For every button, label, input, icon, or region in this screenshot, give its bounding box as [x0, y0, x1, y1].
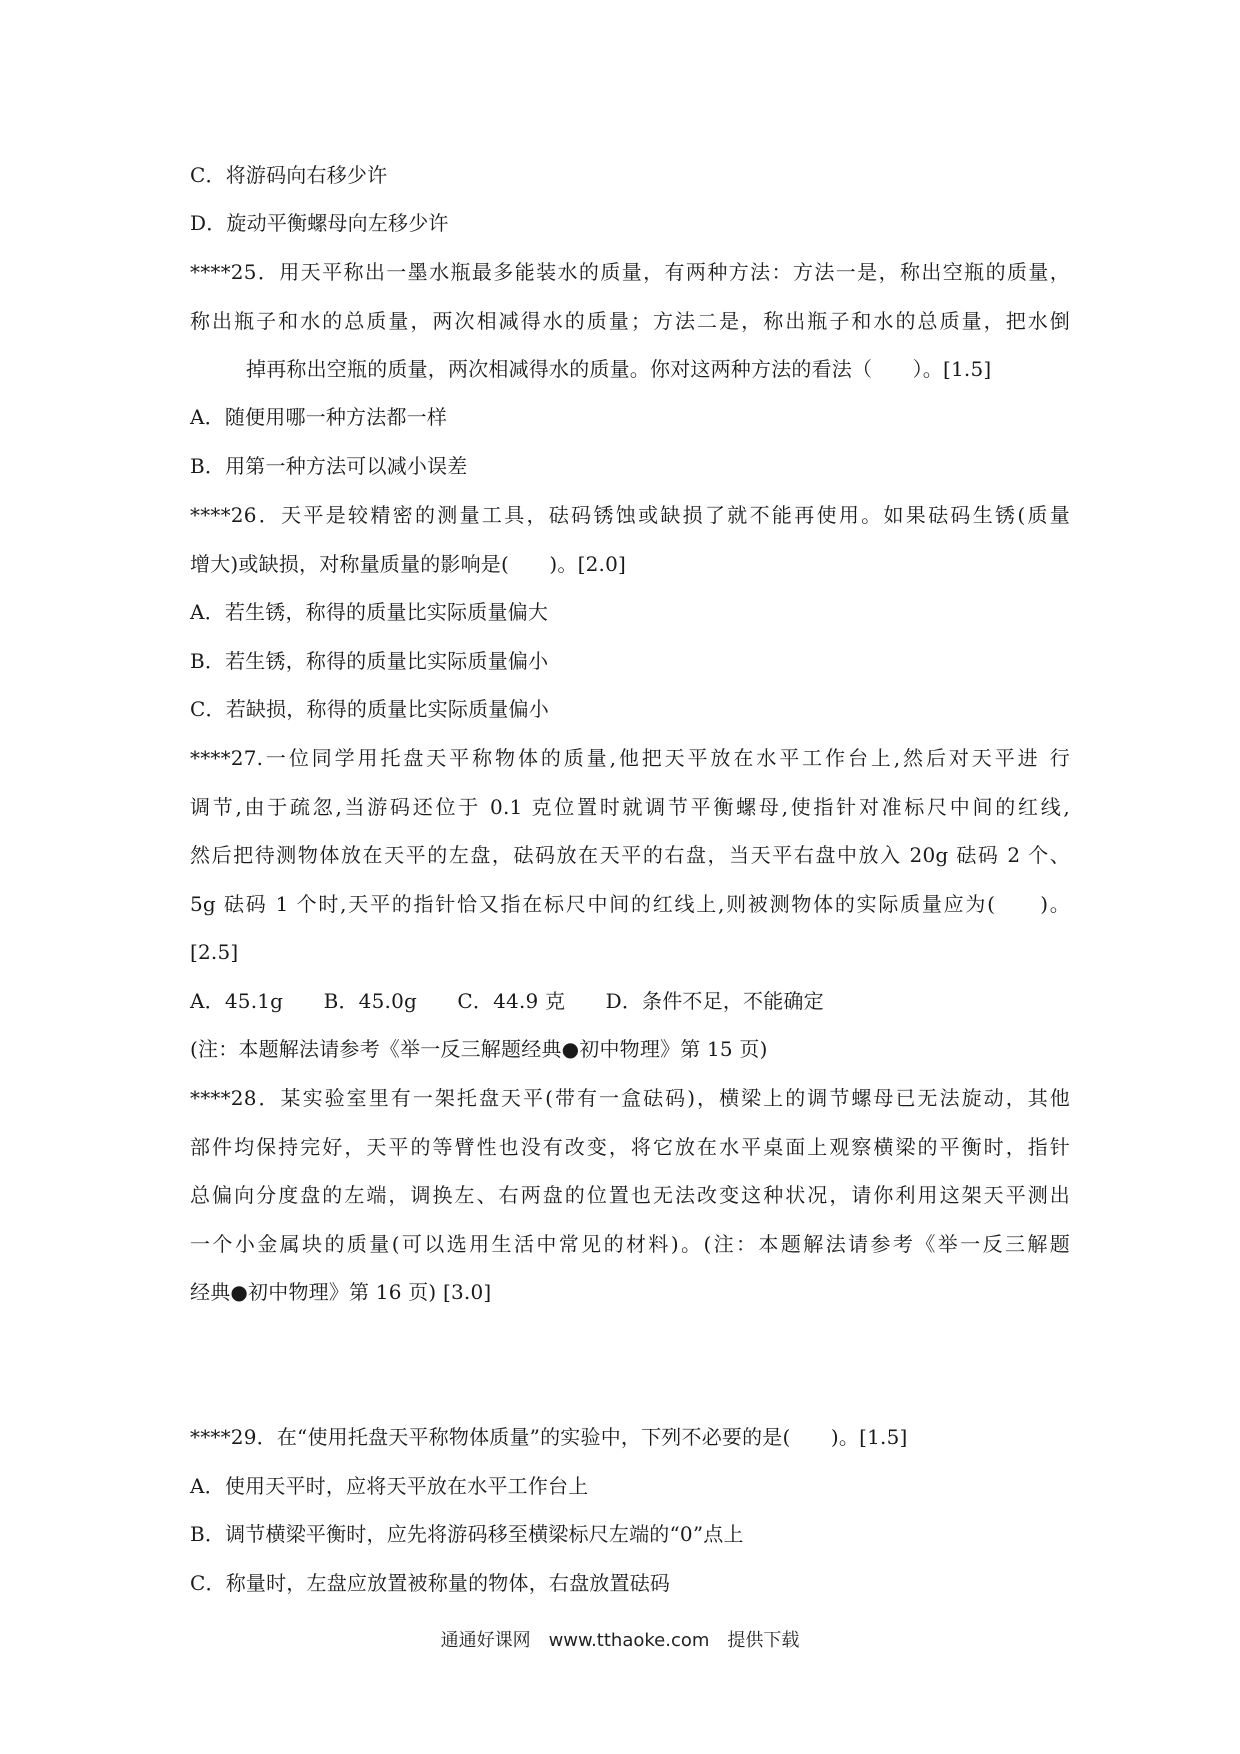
question-27-line-5: [2.5] [190, 940, 239, 964]
option-a-q25: A．随便用哪一种方法都一样 [190, 405, 448, 429]
option-a-q29: A．使用天平时，应将天平放在水平工作台上 [190, 1474, 589, 1498]
question-25-line-3: 掉再称出空瓶的质量，两次相减得水的质量。你对这两种方法的看法（ ）。[1.5] [246, 357, 992, 381]
option-c-q29: C．称量时，左盘应放置被称量的物体，右盘放置砝码 [190, 1571, 671, 1595]
question-27-line-3: 然后把待测物体放在天平的左盘，砝码放在天平的右盘，当天平右盘中放入 20g 砝码 2 个、 [190, 843, 1070, 867]
option-b-q25: B．用第一种方法可以减小误差 [190, 454, 468, 478]
question-28-line-4: 一个小金属块的质量(可以选用生活中常见的材料)。(注：本题解法请参考《举一反三解题 [190, 1232, 1070, 1256]
question-25-line-2: 称出瓶子和水的总质量，两次相减得水的质量；方法二是，称出瓶子和水的总质量，把水倒 [190, 309, 1070, 333]
question-26-line-1: ****26．天平是较精密的测量工具，砝码锈蚀或缺损了就不能再使用。如果砝码生锈(质量 [190, 503, 1070, 527]
question-28-line-5: 经典●初中物理》第 16 页) [3.0] [190, 1280, 492, 1304]
option-d-q24: D．旋动平衡螺母向左移少许 [190, 211, 449, 235]
option-c-q24: C．将游码向右移少许 [190, 163, 388, 187]
option-b-q29: B．调节横梁平衡时，应先将游码移至横梁标尺左端的“0”点上 [190, 1522, 744, 1546]
download-footer: 通通好课网 www.tthaoke.com 提供下载 [440, 1630, 800, 1651]
question-26-line-2: 增大)或缺损，对称量质量的影响是( )。[2.0] [190, 552, 627, 576]
question-28-line-2: 部件均保持完好，天平的等臂性也没有改变，将它放在水平桌面上观察横梁的平衡时，指针 [190, 1135, 1070, 1159]
question-27-line-4: 5g 砝码 1 个时,天平的指针恰又指在标尺中间的红线上,则被测物体的实际质量应为( )。 [190, 892, 1070, 916]
option-a-q26: A．若生锈，称得的质量比实际质量偏大 [190, 600, 549, 624]
option-c-q26: C．若缺损，称得的质量比实际质量偏小 [190, 697, 549, 721]
note-q27: (注：本题解法请参考《举一反三解题经典●初中物理》第 15 页) [190, 1037, 768, 1061]
question-25-line-1: ****25．用天平称出一墨水瓶最多能装水的质量，有两种方法：方法一是，称出空瓶的质量， [190, 260, 1070, 284]
option-b-q26: B．若生锈，称得的质量比实际质量偏小 [190, 649, 549, 673]
question-27-line-2: 调节,由于疏忽,当游码还位于 0.1 克位置时就调节平衡螺母,使指针对准标尺中间的红线, [190, 795, 1070, 819]
question-27-line-1: ****27.一位同学用托盘天平称物体的质量,他把天平放在水平工作台上,然后对天平进 行 [190, 746, 1070, 770]
question-28-line-3: 总偏向分度盘的左端，调换左、右两盘的位置也无法改变这种状况，请你利用这架天平测出 [190, 1183, 1070, 1207]
question-28-line-1: ****28．某实验室里有一架托盘天平(带有一盒砝码)，横梁上的调节螺母已无法旋动，其他 [190, 1086, 1070, 1110]
question-29-line-1: ****29．在“使用托盘天平称物体质量”的实验中，下列不必要的是( )。[1.5] [190, 1425, 908, 1449]
options-q27: A．45.1g B．45.0g C．44.9 克 D．条件不足，不能确定 [190, 989, 824, 1013]
